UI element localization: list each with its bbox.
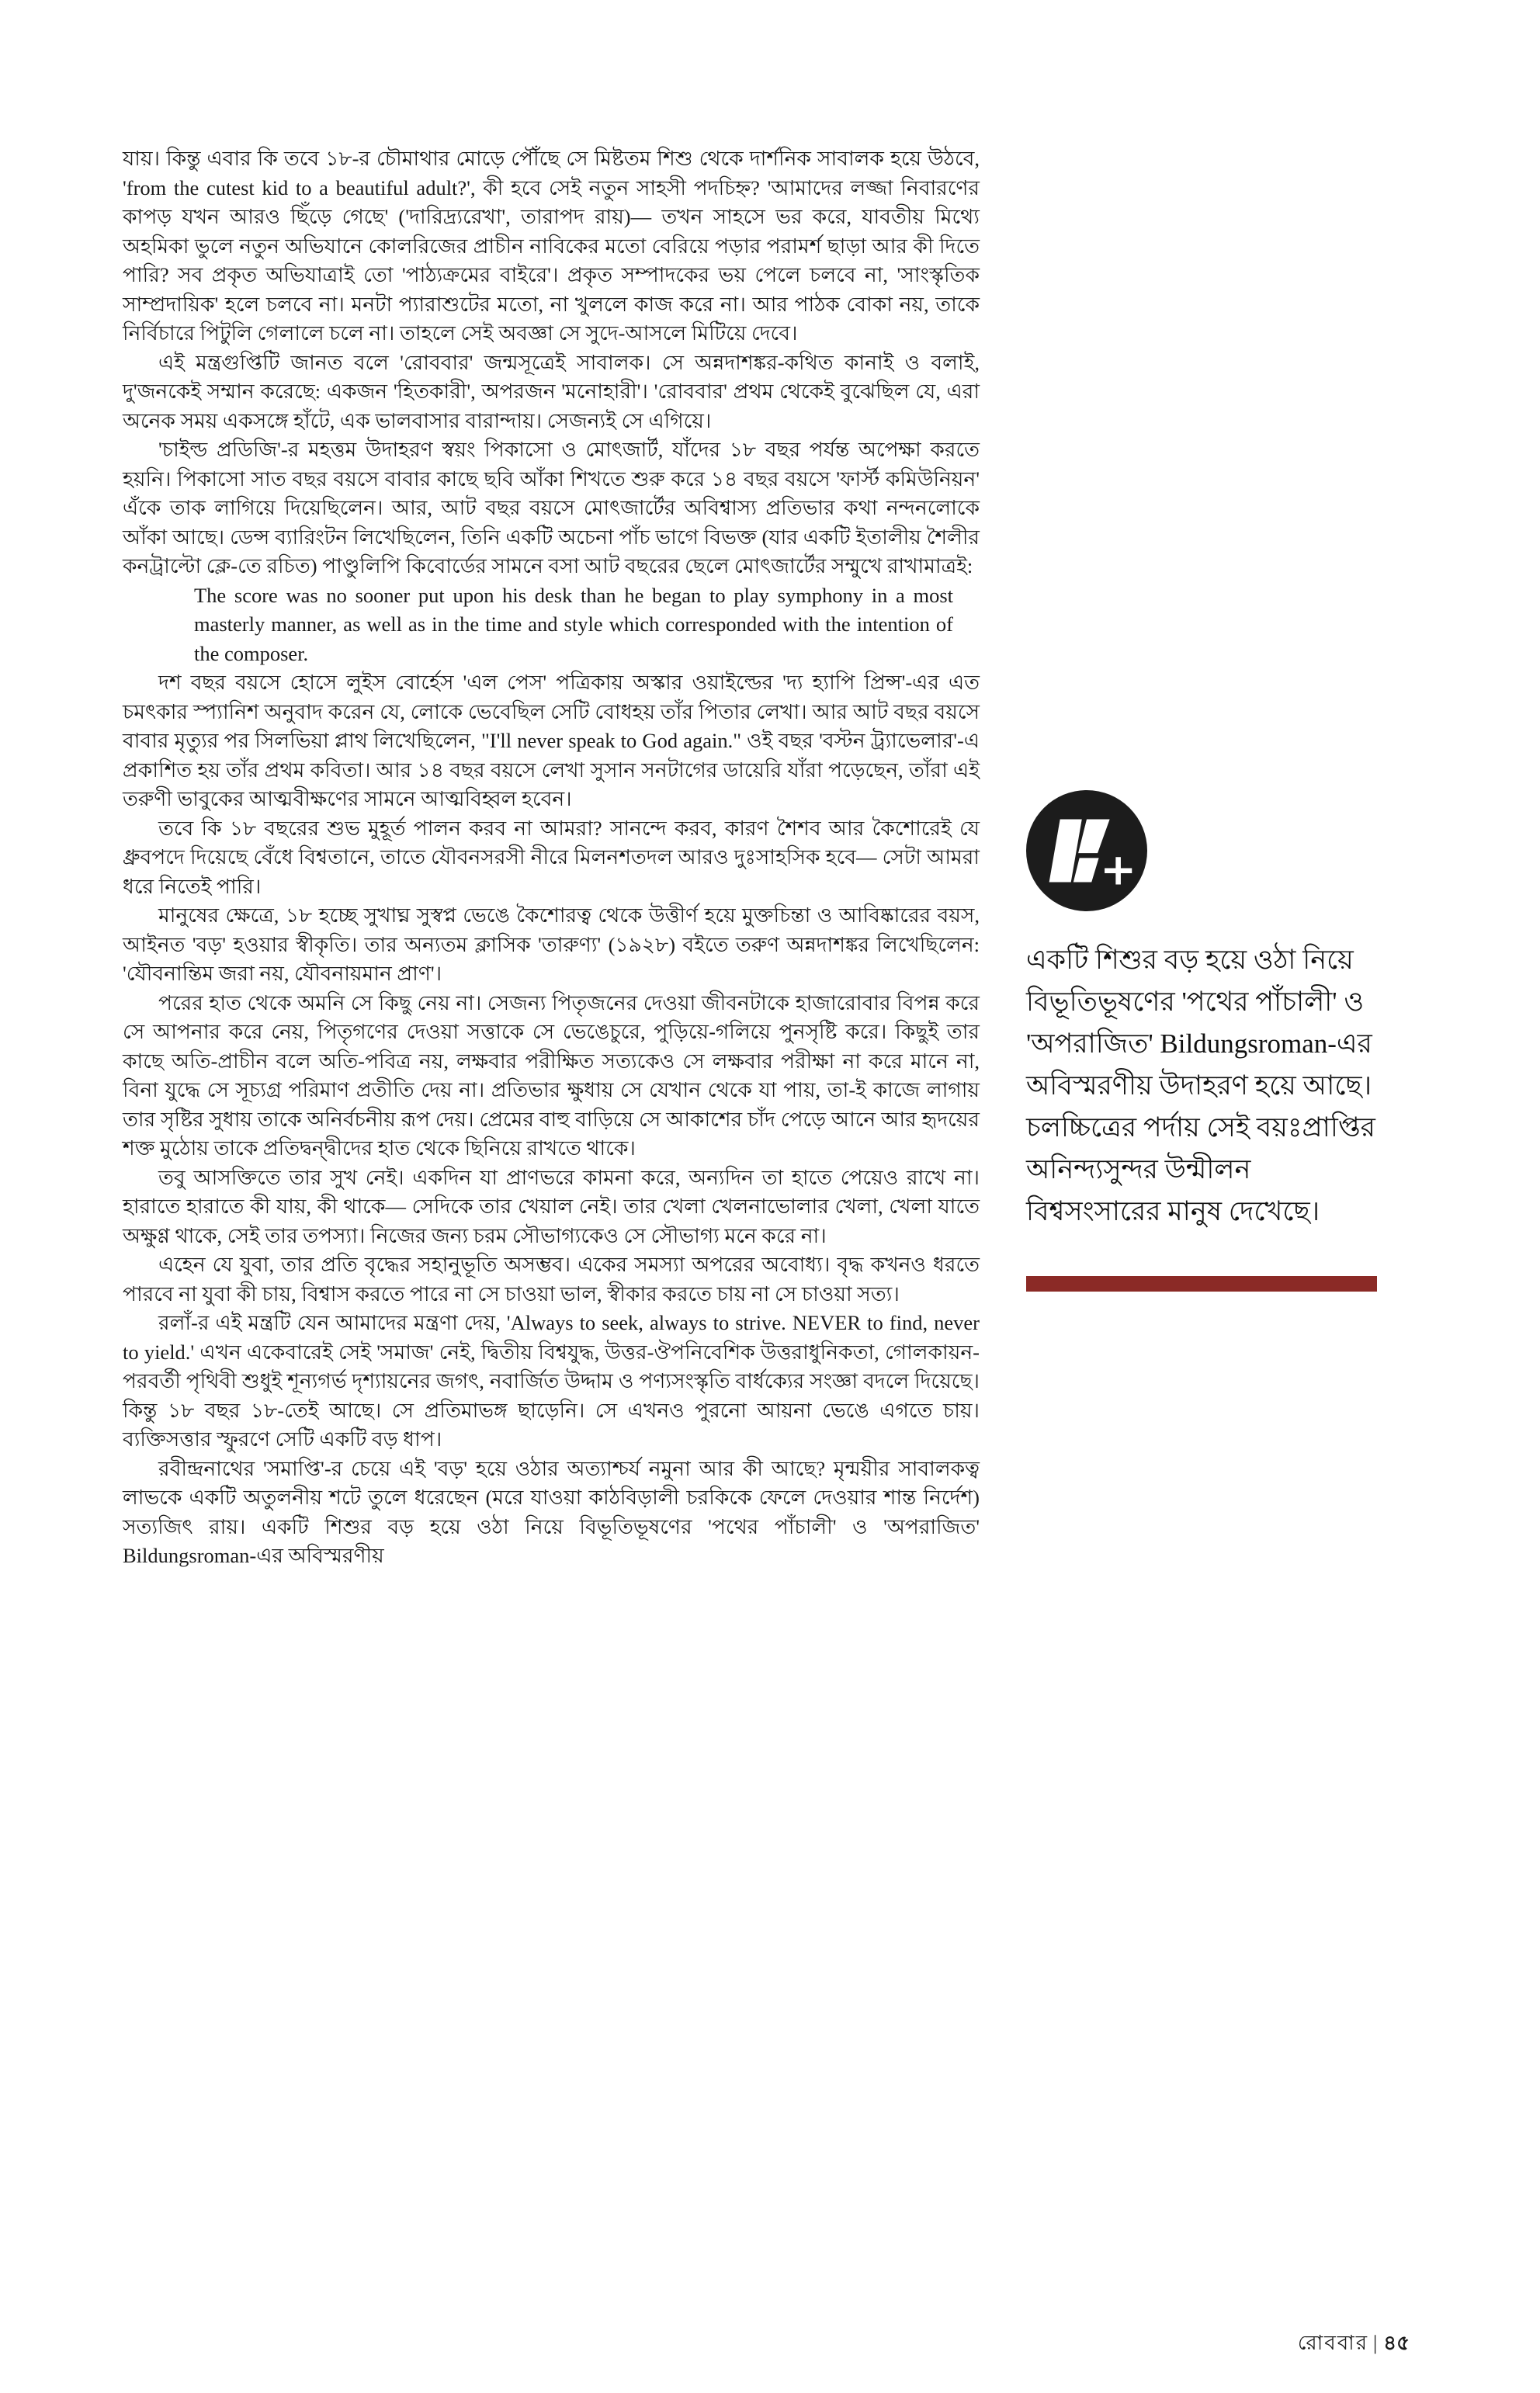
article-paragraph: পরের হাত থেকে অমনি সে কিছু নেয় না। সেজন্য পিতৃজনের দেওয়া জীবনটাকে হাজারোবার বিপন্ন করে সে আপনার করে নেয়, পিতৃগণের দেওয়া সত্তাকে সে ভেঙেচুরে, পুড়িয়ে-গলিয়ে পুনসৃষ্টি করে। কিছুই তার কাছে অতি-প্রাচীন বলে অতি-পবিত্র নয়, লক্ষবার পরীক্ষিত সত্যকেও সে লক্ষবার পরীক্ষা না করে মানে না, বিনা যুদ্ধে সে সূচ্যগ্র পরিমাণ প্রতীতি দেয় না। প্রতিভার ক্ষুধায় সে যেখান থেকে যা পায়, তা-ই কাজে লাগায় তার সৃষ্টির সুধায় তাকে অনির্বচনীয় রূপ দেয়। প্রেমের বাহু বাড়িয়ে সে আকাশের চাঁদ পেড়ে আনে আর হৃদয়ের শক্ত মুঠোয় তাকে প্রতিদ্বন্দ্বীদের হাত থেকে ছিনিয়ে রাখতে থাকে। (123, 990, 980, 1160)
page-number: ৪৫ (1383, 2332, 1410, 2354)
eighteen-plus-logo-icon (1026, 790, 1147, 911)
article-paragraph: তবু আসক্তিতে তার সুখ নেই। একদিন যা প্রাণভরে কামনা করে, অন্যদিন তা হাতে পেয়েও রাখে না। হারাতে হারাতে কী যায়, কী থাকে— সেদিকে তার খেয়াল নেই। তার খেলা খেলনাভোলার খেলা, খেলা যাতে অক্ষুণ্ণ থাকে, সেই তার তপস্যা। নিজের জন্য চরম সৌভাগ্যকেও সে সৌভাগ্য মনে করে না। (123, 1165, 980, 1247)
article-body (123, 144, 980, 1571)
article-paragraph: এহেন যে যুবা, তার প্রতি বৃদ্ধের সহানুভূতি অসম্ভব। একের সমস্যা অপরের অবোধ্য। বৃদ্ধ কখনও ধরতে পারবে না যুবা কী চায়, বিশ্বাস করতে পারে না সে চাওয়া ভাল, স্বীকার করতে চায় না সে চাওয়া সত্য। (123, 1253, 980, 1306)
article-paragraph: রলাঁ-র এই মন্ত্রটি যেন আমাদের মন্ত্রণা দেয়, 'Always to seek, always to strive. NEVER to find, never to yield.' এখন একেবারেই সেই 'সমাজ' নেই, দ্বিতীয় বিশ্বযুদ্ধ, উত্তর-ঔপনিবেশিক উত্তরাধুনিকতা, গোলকায়ন-পরবর্তী পৃথিবী শুধুই শূন্যগর্ভ দৃশ্যায়নের জগৎ, নবার্জিত উদ্দাম ও পণ্যসংস্কৃতি বার্ধক্যের সংজ্ঞা বদলে দিয়েছে। কিন্তু ১৮ বছর ১৮-তেই আছে। সে প্রতিমাভঙ্গ ছাড়েনি। সে এখনও পুরনো আয়না ভেঙে এগতে চায়। ব্যক্তিসত্তার স্ফুরণে সেটি একটি বড় ধাপ। (123, 1311, 980, 1451)
article-paragraph: যায়। কিন্তু এবার কি তবে ১৮-র চৌমাথার মোড়ে পৌঁছে সে মিষ্টতম শিশু থেকে দার্শনিক সাবালক হয়ে উঠবে, 'from the cutest kid to a beautiful adult?', কী হবে সেই নতুন সাহসী পদচিহ্ন? 'আমাদের লজ্জা নিবারণের কাপড় যখন আরও ছিঁড়ে গেছে' ('দারিদ্র্যরেখা', তারাপদ রায়)— তখন সাহসে ভর করে, যাবতীয় মিথ্যে অহমিকা ভুলে নতুন অভিযানে কোলরিজের প্রাচীন নাবিকের মতো বেরিয়ে পড়ার পরামর্শ ছাড়া আর কী দিতে পারি? সব প্রকৃত অভিযাত্রাই তো 'পাঠ্যক্রমের বাইরে'। প্রকৃত সম্পাদকের ভয় পেলে চলবে না, 'সাংস্কৃতিক সাম্প্রদায়িক' হলে চলবে না। মনটা প্যারাশুটের মতো, না খুললে কাজ করে না। আর পাঠক বোকা নয়, তাকে নির্বিচারে পিটুলি গেলালে চলে না। তাহলে সেই অবজ্ঞা সে সুদে-আসলে মিটিয়ে দেবে। (123, 147, 980, 345)
sidebar (1026, 790, 1377, 1292)
magazine-title: রোববার (1297, 2332, 1369, 2354)
svg-text:+: + (1100, 844, 1137, 896)
article-paragraph: তবে কি ১৮ বছরের শুভ মুহূর্ত পালন করব না আমরা? সানন্দে করব, কারণ শৈশব আর কৈশোরেই যে ধ্রুবপদে দিয়েছে বেঁধে বিশ্বতানে, তাতে যৌবনসরসী নীরে মিলনশতদল আরও দুঃসাহসিক হবে— সেটা আমরা ধরে নিতেই পারি। (123, 816, 980, 898)
article-paragraph: রবীন্দ্রনাথের 'সমাপ্তি'-র চেয়ে এই 'বড়' হয়ে ওঠার অত্যাশ্চর্য নমুনা আর কী আছে? মৃন্ময়ীর সাবালকত্ব লাভকে একটি অতুলনীয় শটে তুলে ধরেছেন (মরে যাওয়া কাঠবিড়ালী চরকিকে ফেলে দেওয়ার শান্ত নির্দেশ) সত্যজিৎ রায়। একটি শিশুর বড় হয়ে ওঠা নিয়ে বিভূতিভূষণের 'পথের পাঁচালী' ও 'অপরাজিত' Bildungsroman-এর অবিস্মরণীয় (123, 1456, 980, 1567)
article-paragraph: এই মন্ত্রগুপ্তিটি জানত বলে 'রোববার' জন্মসূত্রেই সাবালক। সে অন্নদাশঙ্কর-কথিত কানাই ও বলাই, দু'জনকেই সম্মান করেছে: একজন 'হিতকারী', অপরজন 'মনোহারী'। 'রোববার' প্রথম থেকেই বুঝেছিল যে, এরা অনেক সময় একসঙ্গে হাঁটে, এক ভালবাসার বারান্দায়। সেজন্যই সে এগিয়ে। (123, 350, 980, 432)
footer-divider: | (1373, 2332, 1379, 2354)
pull-quote: একটি শিশুর বড় হয়ে ওঠা নিয়ে বিভূতিভূষণের 'পথের পাঁচালী' ও 'অপরাজিত' Bildungsroman-এর অবিস্মরণীয় উদাহরণ হয়ে আছে। চলচ্চিত্রের পর্দায় সেই বয়ঃপ্রাপ্তির অনিন্দ্যসুন্দর উন্মীলন বিশ্বসংসারের মানুষ দেখেছে। (1026, 945, 1375, 1226)
article-paragraph: 'চাইল্ড প্রডিজি'-র মহত্তম উদাহরণ স্বয়ং পিকাসো ও মোৎজার্ট, যাঁদের ১৮ বছর পর্যন্ত অপেক্ষা করতে হয়নি। পিকাসো সাত বছর বয়সে বাবার কাছে ছবি আঁকা শিখতে শুরু করে ১৪ বছর বয়সে 'ফার্স্ট কমিউনিয়ন' এঁকে তাক লাগিয়ে দিয়েছিলেন। আর, আট বছর বয়সে মোৎজার্টের অবিশ্বাস্য প্রতিভার কথা নন্দনলোকে আঁকা আছে। ডেন্স ব্যারিংটন লিখেছিলেন, তিনি একটি অচেনা পাঁচ ভাগে বিভক্ত (যার একটি ইতালীয় শৈলীর কনট্রাল্টো ক্লে-তে রচিত) পাণ্ডুলিপি কিবোর্ডের সামনে বসা আট বছরের ছেলে মোৎজার্টের সম্মুখে রাখামাত্রই: (123, 438, 980, 577)
accent-bar (1026, 1276, 1377, 1292)
block-quote: The score was no sooner put upon his desk than he began to play symphony in a most masterly manner, as well as in the time and style which corresponded with the intention of the composer. (194, 583, 953, 665)
article-paragraph: দশ বছর বয়সে হোসে লুইস বোর্হেস 'এল পেস' পত্রিকায় অস্কার ওয়াইল্ডের 'দ্য হ্যাপি প্রিন্স'-এর এত চমৎকার স্প্যানিশ অনুবাদ করেন যে, লোকে ভেবেছিল সেটি বোধহয় তাঁর পিতার লেখা। আর আট বছর বয়সে বাবার মৃত্যুর পর সিলভিয়া প্লাথ লিখেছিলেন, "I'll never speak to God again." ওই বছর 'বস্টন ট্র্যাভেলার'-এ প্রকাশিত হয় তাঁর প্রথম কবিতা। আর ১৪ বছর বয়সে লেখা সুসান সনটাগের ডায়েরি যাঁরা পড়েছেন, তাঁরা এই তরুণী ভাবুকের আত্মবীক্ষণের সামনে আত্মবিহ্বল হবেন। (123, 671, 980, 810)
article-paragraph: মানুষের ক্ষেত্রে, ১৮ হচ্ছে সুখাঘ্ন সুস্বপ্ন ভেঙে কৈশোরত্ব থেকে উত্তীর্ণ হয়ে মুক্তচিন্তা ও আবিষ্কারের বয়স, আইনত 'বড়' হওয়ার স্বীকৃতি। তার অন্যতম ক্লাসিক 'তারুণ্য' (১৯২৮) বইতে তরুণ অন্নদাশঙ্কর লিখেছিলেন: 'যৌবনান্তিম জরা নয়, যৌবনায়মান প্রাণ'। (123, 903, 980, 985)
page-footer (1298, 2327, 1410, 2361)
